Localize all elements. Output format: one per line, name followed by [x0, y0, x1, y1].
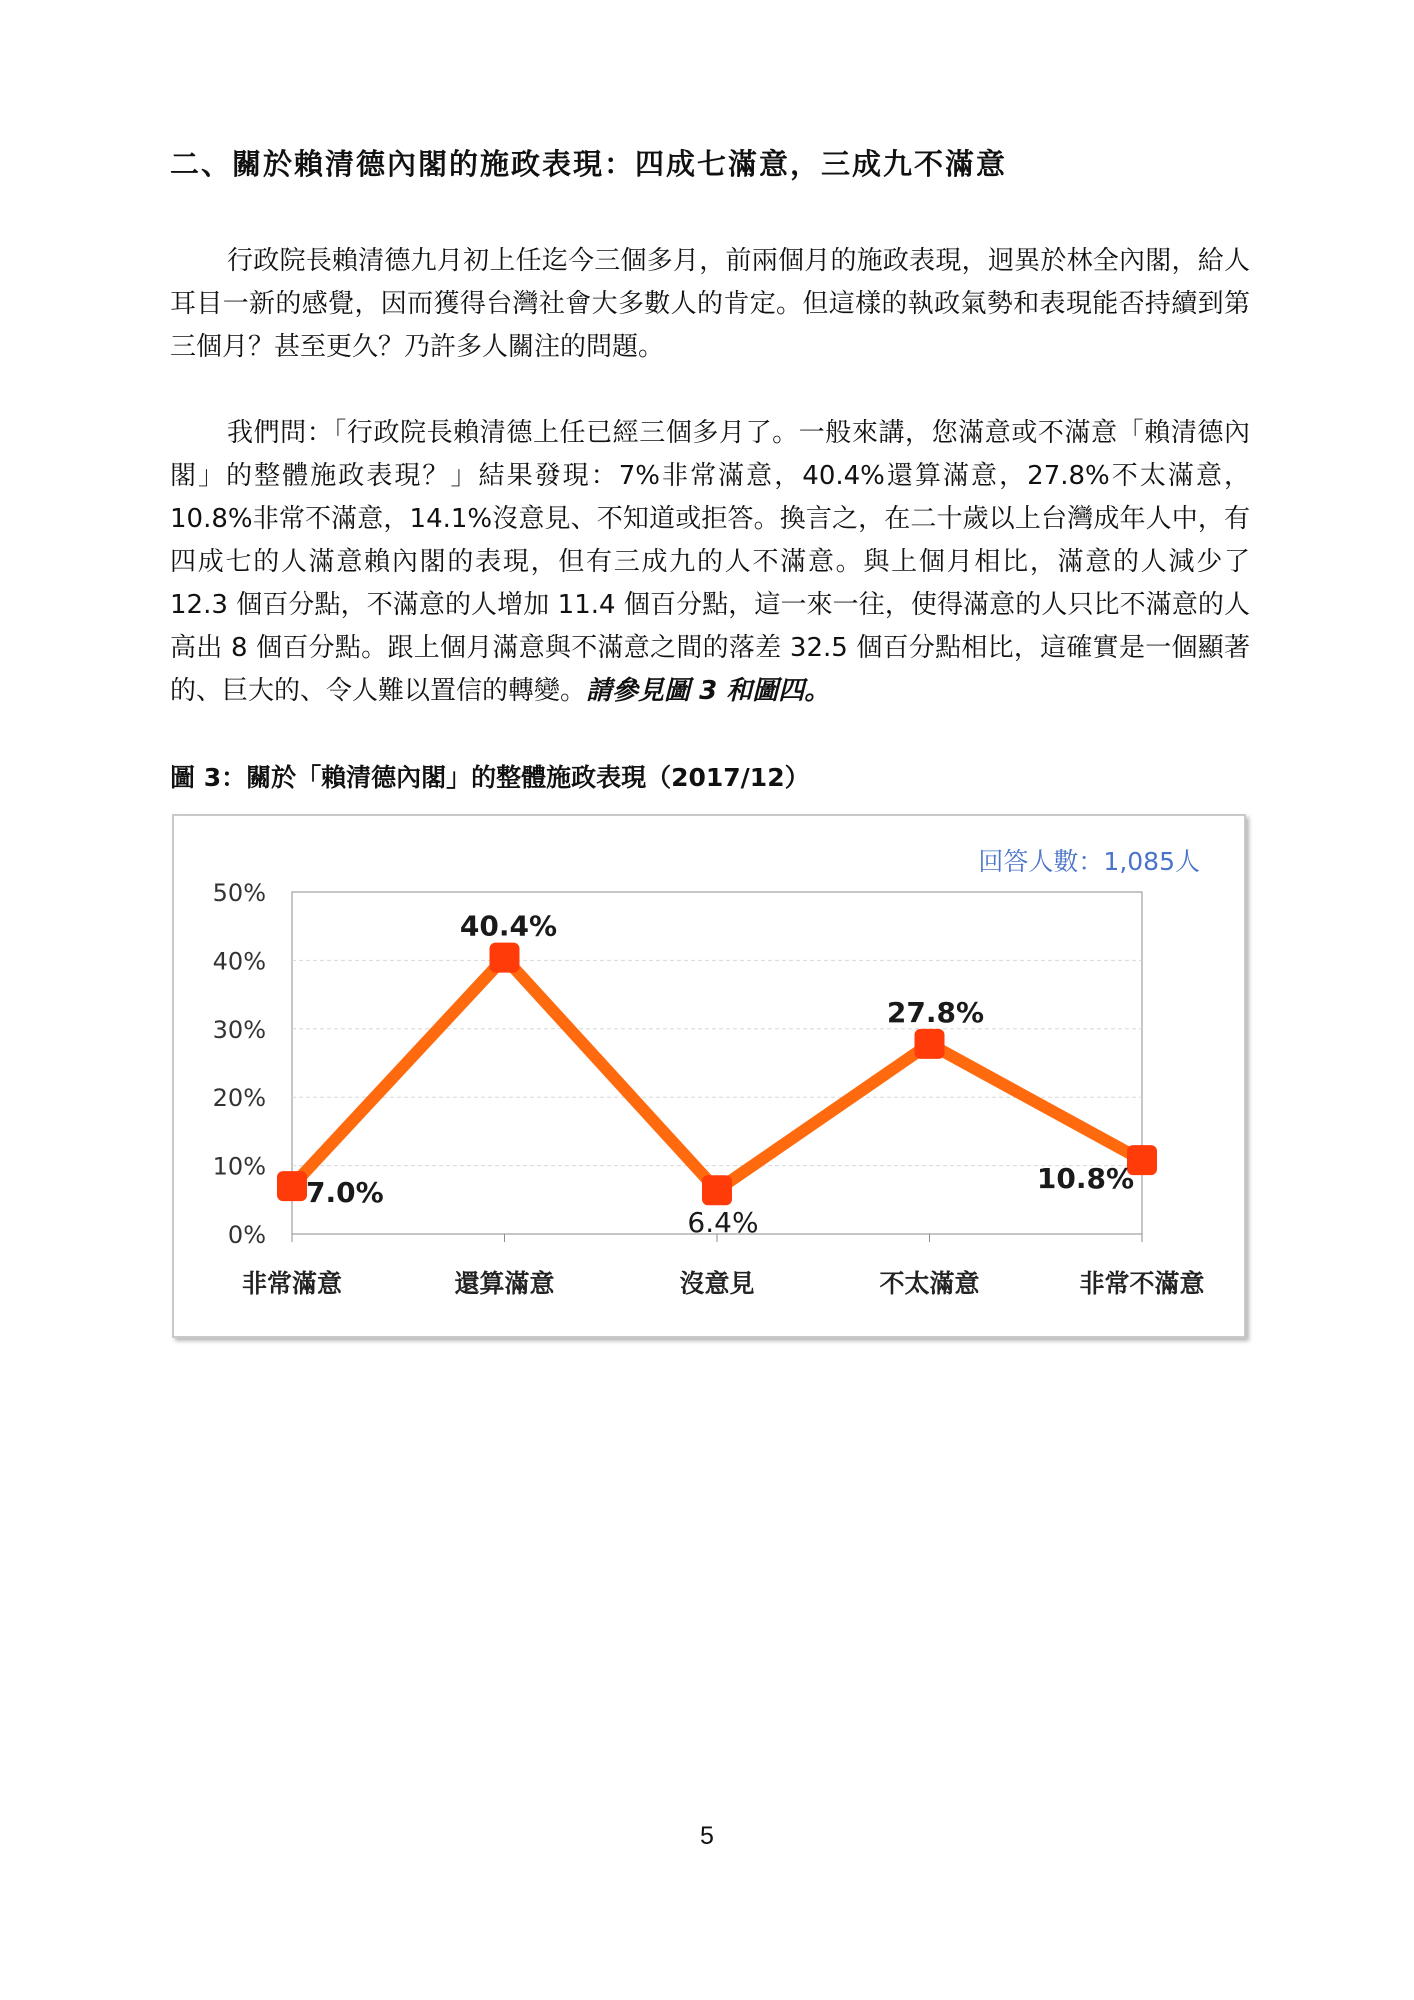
- respondent-count-annotation: 回答人數：1,085人: [978, 847, 1200, 876]
- data-point-marker: [490, 943, 520, 973]
- data-label: 6.4%: [687, 1206, 759, 1240]
- x-tick-label: 非常不滿意: [1079, 1269, 1205, 1298]
- data-label: 10.8%: [1036, 1162, 1134, 1196]
- figure-reference: 請參見圖 3 和圖四。: [586, 676, 831, 706]
- y-tick-label: 30%: [212, 1015, 266, 1044]
- x-tick-label: 非常滿意: [241, 1269, 343, 1298]
- line-chart: [174, 816, 1244, 1336]
- paragraph-survey-result: [170, 412, 1250, 713]
- y-tick-label: 40%: [212, 947, 266, 976]
- x-tick-label: 沒意見: [679, 1269, 755, 1298]
- figure-caption: 圖 3：關於「賴清德內閣」的整體施政表現（2017/12）: [170, 763, 810, 792]
- data-label: 7.0%: [306, 1176, 384, 1210]
- x-tick-label: 還算滿意: [454, 1269, 555, 1298]
- y-tick-label: 0%: [227, 1221, 266, 1249]
- y-tick-label: 50%: [212, 879, 266, 907]
- data-point-marker: [277, 1171, 307, 1201]
- data-label: 27.8%: [886, 995, 985, 1029]
- page-number: 5: [700, 1822, 714, 1850]
- y-tick-label: 20%: [212, 1084, 266, 1113]
- section-heading: 二、關於賴清德內閣的施政表現：四成七滿意，三成九不滿意: [170, 147, 1008, 181]
- series-line: [292, 958, 1142, 1191]
- data-point-marker: [915, 1029, 945, 1059]
- y-tick-label: 10%: [212, 1152, 266, 1181]
- paragraph-survey-text: 我們問：「行政院長賴清德上任已經三個多月了。一般來講，您滿意或不滿意「賴清德內閣」的整體施政表現？」結果發現：7%非常滿意，40.4%還算滿意，27.8%不太滿意，10.8%非常不滿意，14.1%沒意見、不知道或拒答。換言之，在二十歲以上台灣成年人中，有四成七的人滿意賴內閣的表現，但有三成九的人不滿意。與上個月相比，滿意的人減少了 12.3 個百分點，不滿意的人增加 11.4 個百分點，這一來一往，使得滿意的人只比不滿意的人高出 8 個百分點。跟上個月滿意與不滿意之間的落差 32.5 個百分點相比，這確實是一個顯著的、巨大的、令人難以置信的轉變。: [170, 418, 1250, 706]
- paragraph-intro: 行政院長賴清德九月初上任迄今三個多月，前兩個月的施政表現，迥異於林全內閣，給人耳目一新的感覺，因而獲得台灣社會大多數人的肯定。但這樣的執政氣勢和表現能否持續到第三個月？甚至更久？乃許多人關注的問題。: [170, 246, 1250, 362]
- chart-frame: [172, 814, 1246, 1338]
- data-label: 40.4%: [459, 909, 558, 943]
- data-point-marker: [702, 1175, 732, 1205]
- x-tick-label: 不太滿意: [879, 1269, 980, 1298]
